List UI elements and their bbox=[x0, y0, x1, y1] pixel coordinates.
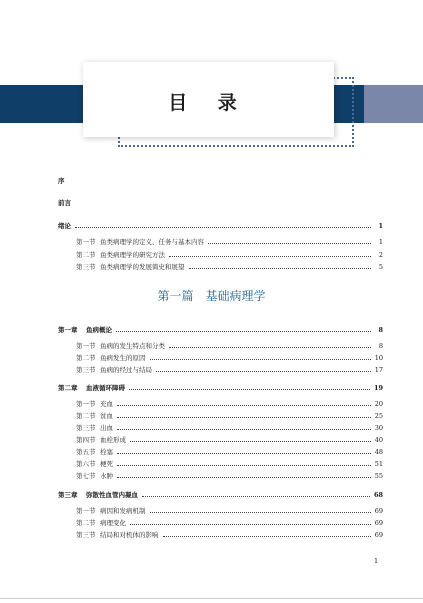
chapter-number: 第二章 bbox=[58, 384, 78, 392]
leader-dots bbox=[163, 535, 371, 537]
section-page: 10 bbox=[374, 354, 383, 362]
section-title: 病因和发病机制 bbox=[100, 507, 146, 515]
leader-dots bbox=[116, 330, 371, 332]
section-number: 第四节 bbox=[76, 436, 96, 444]
chapter-number: 第三章 bbox=[58, 491, 78, 499]
section-number: 第二节 bbox=[76, 412, 96, 420]
leader-dots bbox=[130, 440, 371, 442]
chapter-title: 鱼病概论 bbox=[86, 326, 112, 334]
leader-dots bbox=[117, 452, 371, 454]
page-number: 1 bbox=[374, 557, 379, 565]
toc-chapter[interactable] bbox=[58, 326, 383, 334]
section-number: 第三节 bbox=[76, 366, 96, 374]
section-title: 鱼病的经过与结局 bbox=[100, 366, 152, 374]
toc-intro-page: 1 bbox=[378, 222, 383, 230]
section-title: 水肿 bbox=[100, 472, 113, 480]
chapter-page: 68 bbox=[373, 491, 383, 499]
toc-chapter[interactable] bbox=[58, 491, 383, 499]
toc-section[interactable] bbox=[76, 354, 383, 362]
leader-dots bbox=[150, 358, 371, 360]
toc-section[interactable] bbox=[76, 507, 383, 515]
page-title: 目 录 bbox=[168, 92, 249, 114]
leader-dots bbox=[117, 404, 371, 406]
toc-section[interactable] bbox=[76, 460, 383, 468]
section-number: 第二节 bbox=[76, 354, 96, 362]
bottom-divider bbox=[0, 598, 423, 599]
toc-section[interactable] bbox=[76, 251, 383, 259]
leader-dots bbox=[130, 523, 371, 525]
section-number: 第一节 bbox=[76, 342, 96, 350]
toc-intro-title: 绪论 bbox=[58, 222, 71, 230]
toc-section[interactable] bbox=[76, 472, 383, 480]
chapter-title: 血液循环障碍 bbox=[86, 384, 125, 392]
section-title: 充血 bbox=[100, 400, 113, 408]
section-page: 1 bbox=[378, 238, 383, 246]
section-page: 69 bbox=[374, 507, 383, 515]
section-page: 69 bbox=[374, 519, 383, 527]
section-number: 第一节 bbox=[76, 400, 96, 408]
front-matter-foreword: 前言 bbox=[58, 199, 71, 207]
section-title: 鱼类病理学的研究方法 bbox=[100, 251, 165, 259]
section-title: 出血 bbox=[100, 424, 113, 432]
leader-dots bbox=[208, 242, 371, 244]
leader-dots bbox=[117, 476, 371, 478]
toc-chapter[interactable] bbox=[58, 384, 383, 392]
header-band-left bbox=[0, 85, 83, 123]
front-matter-preface: 序 bbox=[58, 177, 65, 185]
leader-dots bbox=[117, 428, 371, 430]
toc-section[interactable] bbox=[76, 531, 383, 539]
section-page: 40 bbox=[374, 436, 383, 444]
leader-dots bbox=[169, 346, 371, 348]
section-number: 第三节 bbox=[76, 531, 96, 539]
toc-section[interactable] bbox=[76, 366, 383, 374]
leader-dots bbox=[169, 255, 371, 257]
section-number: 第二节 bbox=[76, 251, 96, 259]
toc-section[interactable] bbox=[76, 238, 383, 246]
section-title: 贫血 bbox=[100, 412, 113, 420]
toc-section[interactable] bbox=[76, 342, 383, 350]
toc-section[interactable] bbox=[76, 424, 383, 432]
section-number: 第二节 bbox=[76, 519, 96, 527]
leader-dots bbox=[75, 226, 371, 228]
leader-dots bbox=[129, 388, 370, 390]
section-number: 第一节 bbox=[76, 507, 96, 515]
section-page: 55 bbox=[374, 472, 383, 480]
section-number: 第五节 bbox=[76, 448, 96, 456]
section-title: 血栓形成 bbox=[100, 436, 126, 444]
leader-dots bbox=[189, 267, 372, 269]
part-title: 第一篇 基础病理学 bbox=[157, 289, 266, 303]
section-number: 第七节 bbox=[76, 472, 96, 480]
section-title: 病理变化 bbox=[100, 519, 126, 527]
toc-section[interactable] bbox=[76, 436, 383, 444]
toc-section[interactable] bbox=[76, 412, 383, 420]
section-page: 2 bbox=[378, 251, 383, 259]
section-page: 25 bbox=[374, 412, 383, 420]
section-title: 鱼病发生的原因 bbox=[100, 354, 146, 362]
section-number: 第三节 bbox=[76, 263, 96, 271]
toc-section[interactable] bbox=[76, 400, 383, 408]
section-page: 69 bbox=[374, 531, 383, 539]
leader-dots bbox=[117, 416, 371, 418]
section-page: 48 bbox=[374, 448, 383, 456]
section-title: 鱼病的发生特点和分类 bbox=[100, 342, 165, 350]
title-box bbox=[83, 62, 334, 137]
toc-section[interactable] bbox=[76, 263, 383, 271]
section-page: 20 bbox=[374, 400, 383, 408]
header-band-right-light bbox=[364, 85, 423, 123]
section-page: 17 bbox=[374, 366, 383, 374]
section-page: 30 bbox=[374, 424, 383, 432]
chapter-page: 8 bbox=[378, 326, 383, 334]
section-title: 结局和对机体的影响 bbox=[100, 531, 159, 539]
toc-section[interactable] bbox=[76, 448, 383, 456]
section-title: 鱼类病理学的发展简史和展望 bbox=[100, 263, 185, 271]
section-title: 梗死 bbox=[100, 460, 113, 468]
section-title: 栓塞 bbox=[100, 448, 113, 456]
section-number: 第一节 bbox=[76, 238, 96, 246]
toc-intro[interactable] bbox=[58, 222, 383, 230]
chapter-number: 第一章 bbox=[58, 326, 78, 334]
leader-dots bbox=[117, 464, 371, 466]
toc-section[interactable] bbox=[76, 519, 383, 527]
leader-dots bbox=[142, 495, 370, 497]
section-number: 第三节 bbox=[76, 424, 96, 432]
section-page: 8 bbox=[378, 342, 383, 350]
leader-dots bbox=[156, 370, 371, 372]
leader-dots bbox=[150, 511, 371, 513]
section-number: 第六节 bbox=[76, 460, 96, 468]
section-page: 5 bbox=[378, 263, 383, 271]
section-page: 51 bbox=[374, 460, 383, 468]
section-title: 鱼类病理学的定义、任务与基本内容 bbox=[100, 238, 204, 246]
chapter-page: 19 bbox=[373, 384, 383, 392]
chapter-title: 弥散性血管内凝血 bbox=[86, 491, 138, 499]
